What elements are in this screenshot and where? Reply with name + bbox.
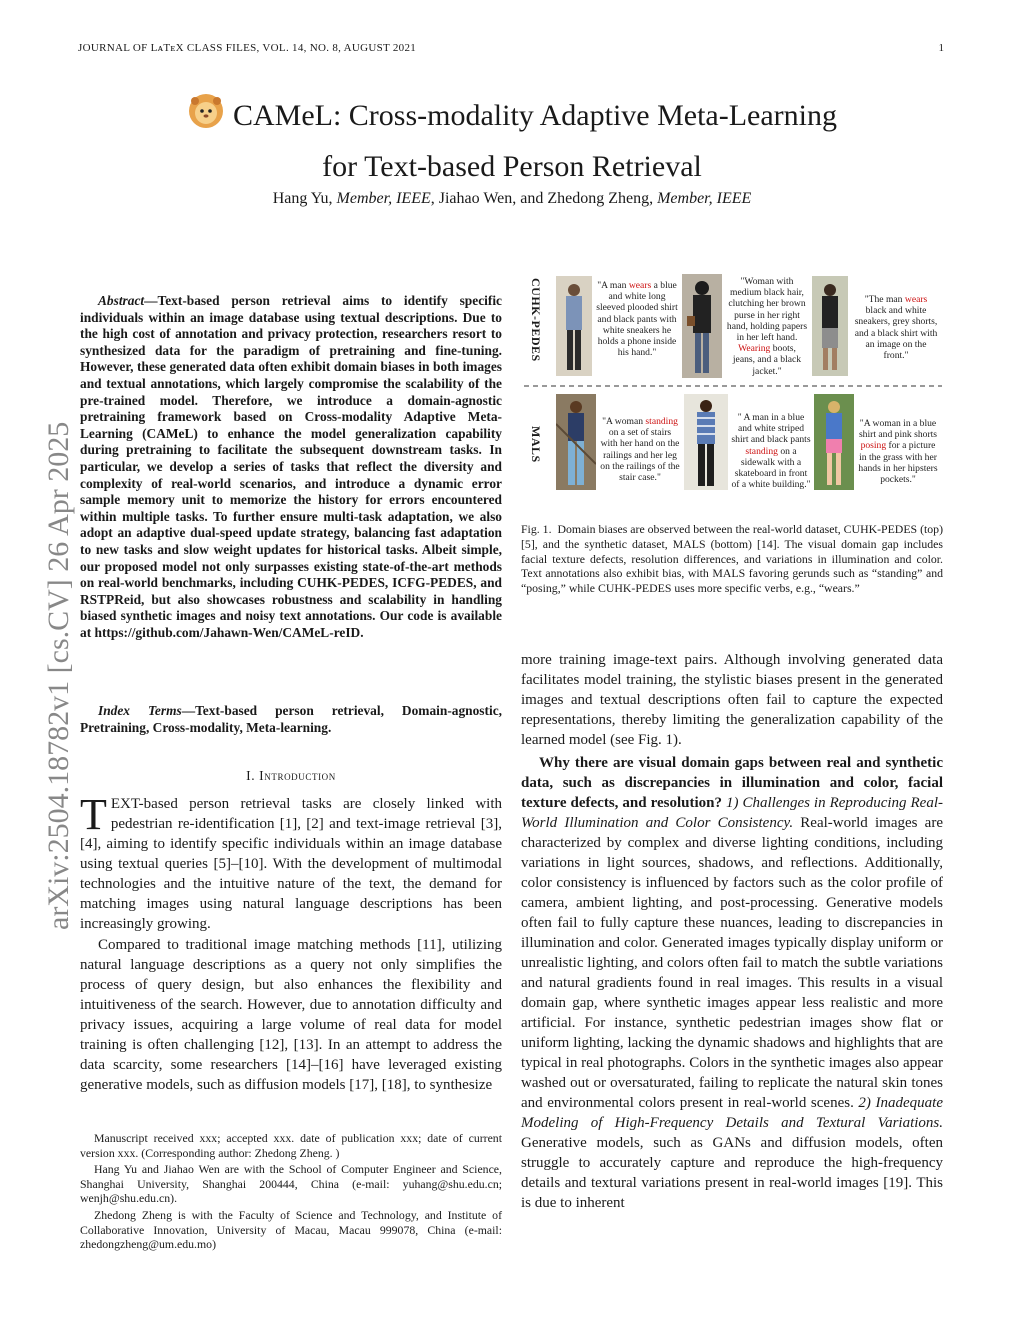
- caption-quote-6: "A woman in a blue shirt and pink shorts posing for a picture in the grass with her hands in her hipsters pockets.": [858, 418, 938, 486]
- intro-paragraph-1: [80, 790, 502, 934]
- index-terms: [80, 703, 502, 736]
- caption-quote-3: "The man wears black and white sneakers, grey shorts, and a black shirt with an image on the front.": [854, 294, 938, 362]
- caption-quote-2: "Woman with medium black hair, clutching her brown purse in her right hand, holding papers in her left hand. Wearing boots, jeans, and a black jacket.": [726, 276, 808, 377]
- author-list: [0, 190, 1024, 208]
- index-terms-label: Index Terms: [98, 703, 182, 718]
- person-photo-4: [556, 394, 596, 490]
- person-photo-3: [812, 276, 848, 376]
- author-2-3: , Jiahao Wen, and Zhedong Zheng,: [430, 190, 654, 207]
- figure-1: [520, 266, 944, 506]
- figure-caption: [521, 522, 943, 596]
- page-number: 1: [938, 42, 944, 54]
- section-number: I.: [246, 768, 256, 783]
- drop-cap: T: [80, 790, 107, 839]
- person-photo-6: [814, 394, 854, 490]
- abstract: [80, 293, 502, 641]
- row-label-mals: MALS: [529, 426, 543, 463]
- right-paragraph-2: [521, 753, 943, 1213]
- challenge-1-body: Real-world images are characterized by complex and diverse lighting conditions, including variations in light sources, shadows, and reflections. Additionally, color consistency is influenced by factors such as the color profile of camera, ambient lighting, and post-processing. Generative models often fail to fully capture these nuances, leading to discrepancies in illumination and color. Generated images typically display uniform or unrealistic lighting, and colors often fail to match the subtle variations and natural gradients found in real images. This results in a visual domain gap, where synthetic images appear less realistic and more artificial. For instance, synthetic pedestrian images show flat or uniform lighting, lacking the dynamic shadows and highlights that are typical in real photographs. Colors in the synthetic images also appear washed out or oversaturated, failing to replicate the natural skin tones and environmental colors present in real-world scenes.: [521, 815, 943, 1111]
- caption-label: Fig. 1.: [521, 522, 552, 536]
- caption-quote-1: "A man wears a blue and white long sleeved plooded shirt and black pants with white sneakers he holds a phone inside his hand.": [596, 280, 678, 359]
- title-line-1: CAMeL: Cross-modality Adaptive Meta-Learning: [232, 98, 838, 132]
- author-3-role: Member, IEEE: [657, 190, 752, 207]
- challenge-2-body: Generative models, such as GANs and diffusion models, often struggle to accurately capture and reproduce the high-frequency details and textural variations present in real-world images [19]. This is due to inherent: [521, 1135, 943, 1211]
- person-photo-2: [682, 274, 722, 378]
- person-photo-1: [556, 276, 592, 376]
- paper-title: [0, 92, 1024, 190]
- question-heading: Why there are visual domain gaps between real and synthetic data, such as discrepancies in illumination and color, facial texture defects, and resolution?: [521, 755, 943, 811]
- author-1-role: Member, IEEE: [336, 190, 431, 207]
- title-line-2: for Text-based Person Retrieval: [322, 150, 702, 183]
- running-header: JOURNAL OF LᴀTᴇX CLASS FILES, VOL. 14, NO. 8, AUGUST 2021: [78, 42, 417, 54]
- challenge-1-title: 1) Challenges in Reproducing Real-World Illumination and Color Consistency.: [521, 795, 943, 831]
- footnote-manuscript: Manuscript received xxx; accepted xxx. date of publication xxx; date of current version xxx. (Corresponding author: Zhedong Zheng. ): [80, 1131, 502, 1160]
- abstract-text: —Text-based person retrieval aims to identify specific individuals within an image database using textual descriptions. Due to the high cost of annotation and privacy protection, researchers resort to synthesized data for the paradigm of pretraining and fine-tuning. However, these generated data often exhibit domain biases in both images and textual annotations, which largely compromise the scalability of the pre-trained model. Therefore, we introduce a domain-agnostic pretraining framework based on Cross-modality Adaptive Meta-Learning (CAMeL) to enhance the model generalization capability during pretraining to facilitate the subsequent downstream tasks. In particular, we develop a series of tasks that reflect the diversity and complexity of real-world scenarios, and introduce a dynamic error sample memory unit to memorize the history for errors encountered within multiple tasks. To further ensure multi-task adaptation, we also adopt an adaptive dual-speed update strategy, balancing fast adaptation to new tasks and slow weight updates for historical tasks. Albeit simple, our proposed model not only surpasses existing state-of-the-art methods on real-world benchmarks, including CUHK-PEDES, ICFG-PEDES, and RSTPReid, but also showcases robustness and scalability in handling biased synthetic images and noisy text annotations. Our code is available at https://github.com/Jahawn-Wen/CAMeL-reID.: [80, 293, 502, 640]
- footnotes: [80, 1131, 502, 1254]
- caption-quote-4: "A woman standing on a set of stairs with her hand on the railings and her leg on the railings of the stair case.": [600, 416, 680, 484]
- footnote-affiliation-2: Zhedong Zheng is with the Faculty of Science and Technology, and Institute of Collaborative Innovation, University of Macau, Macau 999078, China (e-mail: zhedongzheng@um.edu.mo): [80, 1207, 502, 1252]
- section-heading: [80, 768, 502, 784]
- right-paragraph-1: more training image-text pairs. Although involving generated data facilitates model training, the stylistic biases present in the generated images and textual descriptions often fail to capture the expected representations, thereby limiting the generalization capability of the learned model (see Fig. 1).: [521, 652, 943, 748]
- challenge-2-title: 2) Inadequate Modeling of High-Frequency Details and Textural Variations.: [521, 1095, 943, 1131]
- index-terms-text: —Text-based person retrieval, Domain-agnostic, Pretraining, Cross-modality, Meta-learning.: [80, 703, 502, 735]
- row-label-cuhk: CUHK-PEDES: [529, 278, 543, 362]
- author-1: Hang Yu,: [272, 190, 333, 207]
- footnote-affiliation-1: Hang Yu and Jiahao Wen are with the School of Computer Engineer and Science, Shanghai University, Shanghai 200444, China (e-mail: yuhang@shu.edu.cn; wenjh@shu.edu.cn).: [80, 1162, 502, 1206]
- row-separator: [524, 384, 942, 388]
- person-photo-5: [684, 394, 728, 490]
- arxiv-stamp: arXiv:2504.18782v1 [cs.CV] 26 Apr 2025: [42, 421, 75, 930]
- caption-quote-5: " A man in a blue and white striped shirt and black pants standing on a sidewalk with a skateboard in front of a white building.": [731, 412, 811, 491]
- intro-paragraph-2: Compared to traditional image matching methods [11], utilizing natural language descriptions as a query not only simplifies the process of query design, but also enhances the flexibility and intuitiveness of the search. However, due to annotation difficulty and privacy issues, acquiring a large volume of real data for model training is often challenging [12], [13]. In an attempt to address the data scarcity, some researchers [14]–[16] have leveraged existing generative models, such as diffusion models [17], [18], to synthesize: [80, 937, 502, 1093]
- caption-text: Domain biases are observed between the real-world dataset, CUHK-PEDES (top) [5], and the synthetic dataset, MALS (bottom) [14]. The visual domain gap includes facial texture defects, resolution differences, and variations in illumination and color. Text annotations also exhibit bias, with MALS favoring gerunds such as “standing” and “posing,” while CUHK-PEDES uses more specific verbs, e.g., “wears.”: [521, 522, 944, 596]
- lion-mascot-icon: [187, 92, 225, 144]
- intro-p1-text: EXT-based person retrieval tasks are closely linked with pedestrian re-identification [1], [2] and text-image retrieval [3], [4], aiming to identify specific individuals within an image database using textual queries [5]–[10]. With the development of multimodal technologies and the intuitive nature of the text, the demand for matching images using natural language descriptions has been increasingly growing.: [80, 796, 502, 932]
- section-title: Introduction: [259, 768, 336, 783]
- abstract-label: Abstract: [98, 293, 145, 308]
